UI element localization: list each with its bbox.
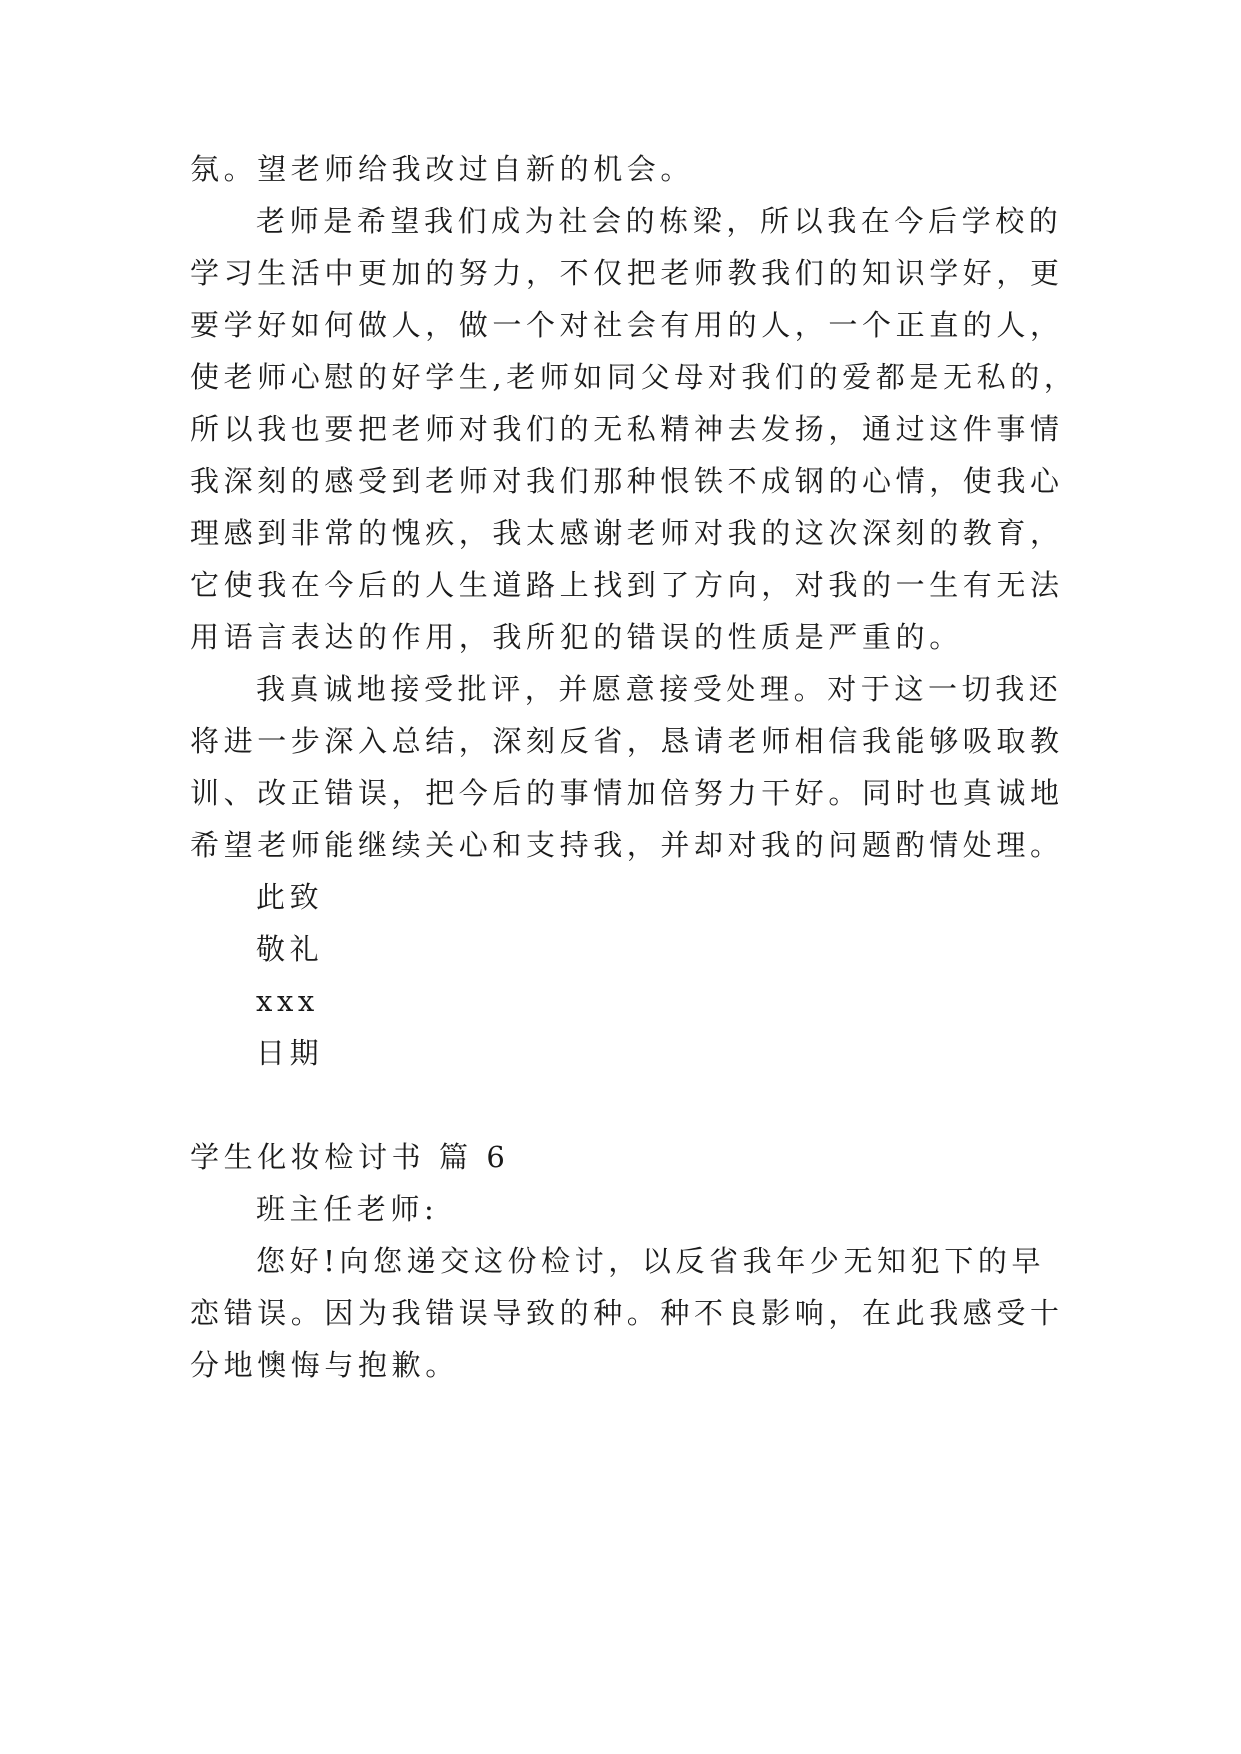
text-line: 氛。望老师给我改过自新的机会。 <box>190 152 695 186</box>
closing-regards: 敬礼 <box>256 932 324 966</box>
paragraph-start-line: 老师是希望我们成为社会的栋梁，所以我在今后学校的 <box>256 204 1063 238</box>
closing-salutation: 此致 <box>256 880 324 914</box>
text-line: 学习生活中更加的努力，不仅把老师教我们的知识学好，更 <box>190 256 1064 290</box>
text-line: 使老师心慰的好学生,老师如同父母对我们的爱都是无私的， <box>190 360 1078 394</box>
text-line: 所以我也要把老师对我们的无私精神去发扬，通过这件事情 <box>190 412 1064 446</box>
text-line: 要学好如何做人，做一个对社会有用的人，一个正直的人， <box>190 308 1064 342</box>
paragraph-start-line: 您好!向您递交这份检讨，以反省我年少无知犯下的早 <box>256 1244 1046 1278</box>
text-line: 恋错误。因为我错误导致的种。种不良影响，在此我感受十 <box>190 1296 1064 1330</box>
text-line: 训、改正错误，把今后的事情加倍努力干好。同时也真诚地 <box>190 776 1064 810</box>
signature-date: 日期 <box>256 1036 324 1070</box>
text-line: 将进一步深入总结，深刻反省，恳请老师相信我能够吸取教 <box>190 724 1064 758</box>
section-heading: 学生化妆检讨书 篇 6 <box>190 1140 510 1174</box>
signature-name: xxx <box>256 984 319 1018</box>
text-line: 我深刻的感受到老师对我们那种恨铁不成钢的心情，使我心 <box>190 464 1064 498</box>
text-line: 分地懊悔与抱歉。 <box>190 1348 459 1382</box>
text-line: 理感到非常的愧疚，我太感谢老师对我的这次深刻的教育， <box>190 516 1064 550</box>
greeting-line: 班主任老师: <box>256 1192 439 1226</box>
paragraph-start-line: 我真诚地接受批评，并愿意接受处理。对于这一切我还 <box>256 672 1063 706</box>
text-line: 用语言表达的作用，我所犯的错误的性质是严重的。 <box>190 620 963 654</box>
text-line: 希望老师能继续关心和支持我，并却对我的问题酌情处理。 <box>190 828 1064 862</box>
text-line: 它使我在今后的人生道路上找到了方向，对我的一生有无法 <box>190 568 1064 602</box>
